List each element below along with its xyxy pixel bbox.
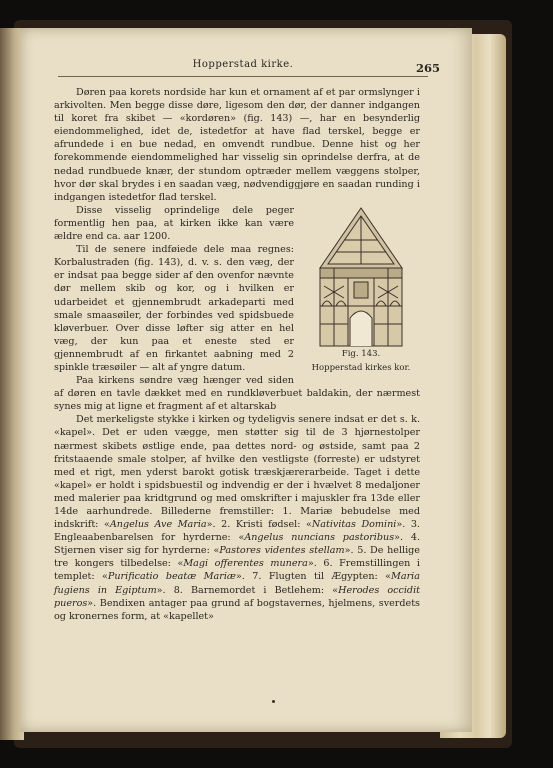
item-6-label: 6. Fremstillingen i templet: bbox=[54, 558, 420, 583]
item-5-label: 5. De hellige tre kongers tilbedelse: bbox=[54, 545, 420, 570]
body-text bbox=[54, 86, 420, 623]
figure-number: Fig. 143. bbox=[341, 348, 381, 359]
page-number: 265 bbox=[415, 61, 440, 75]
inscription-7: Maria fugiens in Egiptum bbox=[54, 571, 420, 596]
item-3-label: 3. Engleaabenbarelsen for hyrderne: bbox=[54, 519, 420, 544]
figure-caption: Hopperstad kirkes kor. bbox=[311, 362, 411, 373]
paragraph-2: Disse visselig oprindelige dele peger formentlig hen paa, at kirken ikke kan være ældre end ca. aar 1200. bbox=[54, 204, 294, 243]
paragraph-5: Det merkeligste stykke i kirken og tydeligvis senere indsat er det s. k. «kapel». Det er uden vægge, men støtter sig til de 3 hjørnestolper nærmest skibets østlige ende, paa dettes nord- og østside, samt paa 2 fritstaaende smale stolper, af hvilke den vestligste (forreste) er udstyret med et rigt, men yderst barokt gotisk træskjærerarbeide. Taget i dette «kapel» er holdt i spidsbuestil og indvendig er der i hvælvet 8 medaljoner med malerier paa kridtgrund og med omskrifter i majuskler fra 13de eller 14de aarhundrede. Billederne fremstiller: 1. Mariæ bebudelse med indskrift: «Angelus Ave Maria». 2. Kristi fødsel: «Nativitas Domini». 3. Engleaabenbarelsen for hyrderne: «Angelus nuncians pastoribus». 4. Stjernen viser sig for hyrderne: «Pastores videntes stellam». 5. De hellige tre kongers tilbedelse: «Magi offerentes munera». 6. Fremstillingen i templet: «Purificatio beatæ Mariæ». 7. Flugten til Ægypten: «Maria fugiens in Egiptum». 8. Barnemordet i Betlehem: «Herodes occidit pueros». Bendixen antager paa grund af bogstavernes, hjelmens, sverdets og kronernes form, at «kapellet» bbox=[54, 414, 421, 622]
item-7-label: 7. Flugten til Ægypten: bbox=[252, 571, 378, 583]
paragraph-1: Døren paa korets nordside har kun et ornament af et par ormslynger i arkivolten. Men begge disse døre, ligesom den dør, der danner indgangen til koret fra skibet — «kordøren» (fig. 143) —, har en besynderlig eiendommelighed, idet de, istedetfor at have flad terskel, begge er afrundede i en bue nedad, en omvendt rundbue. Denne hist og her forekommende eiendommelighed har visselig sin oprindelse derfra, at de nedad rundbuede knær, der stundom optræder mellem væggens stolper, hvor dør skal brydes i en saadan væg, nødvendiggjøre en saadan runding i indgangen istedetfor flad terskel. bbox=[54, 87, 420, 203]
book-page bbox=[20, 28, 472, 732]
paragraph-5-tail: Bendixen antager paa grund af bogstavernes, hjelmens, sverdets og kronernes form, at «kapellet» bbox=[54, 597, 420, 622]
inscription-8: Herodes occidit pueros bbox=[54, 584, 421, 609]
item-4-label: 4. Stjernen viser sig for hyrderne: bbox=[54, 532, 420, 557]
running-title: Hopperstad kirke. bbox=[192, 59, 294, 70]
inscription-3: Angelus nuncians pastoribus bbox=[244, 532, 395, 544]
item-2-label: 2. Kristi fødsel: bbox=[221, 519, 301, 531]
figure-143 bbox=[302, 206, 420, 374]
item-8-label: 8. Barnemordet i Betlehem: bbox=[173, 584, 325, 596]
running-head bbox=[58, 58, 440, 77]
inscription-6: Purificatio beatæ Mariæ bbox=[107, 571, 236, 583]
inscription-1: Angelus Ave Maria bbox=[109, 519, 207, 531]
paragraph-4: Paa kirkens søndre væg hænger ved siden af døren en tavle dækket med en rundkløverbuet baldakin, der nærmest synes mig at ligne et fragment af et altarskab bbox=[54, 375, 420, 413]
paragraph-3: Til de senere indføiede dele maa regnes: Korbalustraden (fig. 143), d. v. s. den væg, der er indsat paa begge sider af den ovenfor nævnte dør mellem skib og kor, og i hvilken er udarbeidet et gjennembrudt arkadeparti med smale smaasøiler, der forbindes ved spidsbuede kløverbuer. Over disse løfter sig atter en hel væg, der kun paa et eneste sted er gjennembrudt af en firkantet aabning med 2 spinkle træsøiler — alt af yngre datum. bbox=[54, 244, 294, 373]
inscription-2: Nativitas Domini bbox=[311, 519, 397, 531]
inscription-5: Magi offerentes munera bbox=[183, 558, 308, 570]
paragraph-5-text: Det merkeligste stykke i kirken og tydeligvis senere indsat er det s. k. «kapel». Det er uden vægge, men støtter sig til de 3 hjørnestolper nærmest skibets østlige ende, paa dettes nord- og østside, samt paa 2 fritstaaende smale stolper, af hvilke den vestligste (forreste) er udstyret med et rigt, men yderst barokt gotisk træskjærerarbeide. Taget i dette «kapel» er holdt i spidsbuestil og indvendig er der i hvælvet 8 medaljoner med malerier paa kridtgrund og med omskrifter i majuskler fra 13de eller 14de aarhundrede. Billederne fremstiller: 1. Mariæ bebudelse med indskrift: bbox=[54, 414, 420, 531]
signature-mark bbox=[272, 700, 275, 703]
inscription-4: Pastores videntes stellam bbox=[219, 545, 345, 557]
choir-screen-illustration bbox=[316, 206, 406, 348]
